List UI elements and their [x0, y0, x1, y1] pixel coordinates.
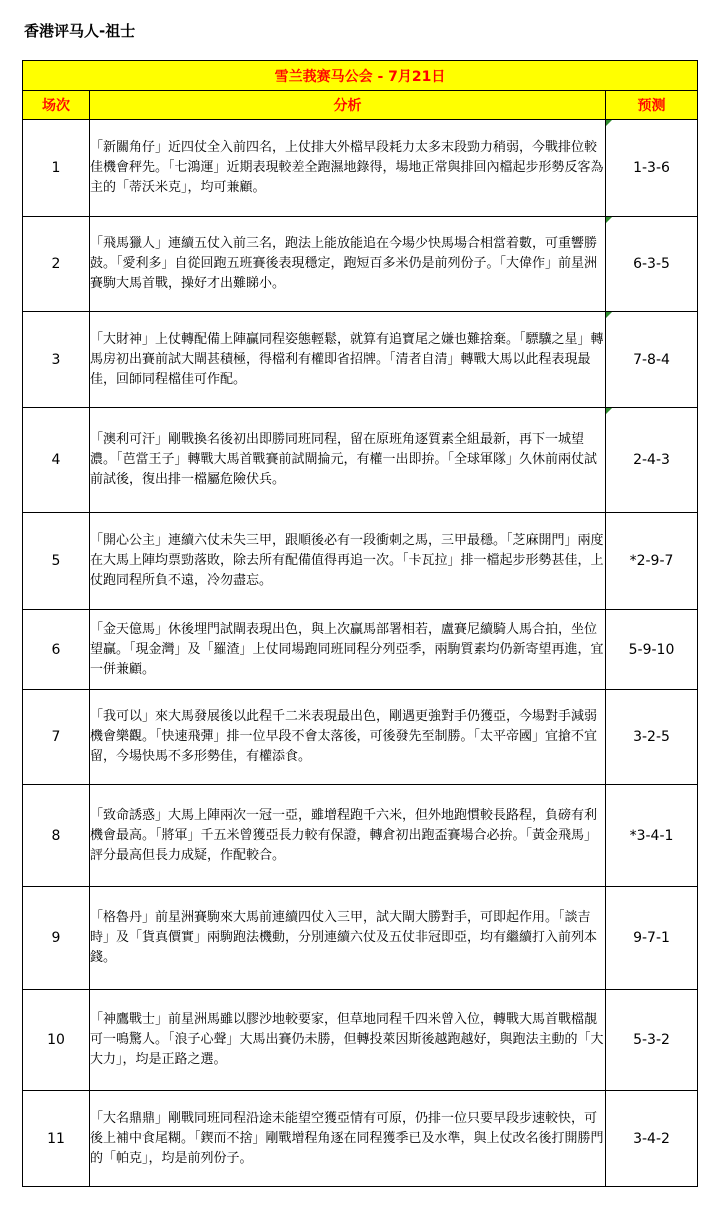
race-analysis: 「澳利可汗」剛戰換名後初出即勝同班同程，留在原班角逐質素全組最新，再下一城望濃。「芭當王子」轉戰大馬首戰賽前試閘掄元，有權一出即拚。「全球軍隊」久休前兩仗試前試後，復出排一檔屬危險伏兵。 — [90, 408, 606, 513]
race-number: 9 — [23, 887, 90, 990]
race-number: 5 — [23, 513, 90, 610]
race-prediction — [606, 408, 698, 513]
race-number: 11 — [23, 1091, 90, 1187]
prediction-value: 6-3-5 — [633, 256, 670, 272]
race-prediction — [606, 312, 698, 408]
race-number: 1 — [23, 120, 90, 217]
race-analysis-table — [22, 60, 698, 1187]
comment-marker-icon — [606, 408, 612, 414]
table-row — [23, 785, 698, 887]
race-number: 4 — [23, 408, 90, 513]
race-prediction — [606, 513, 698, 610]
race-analysis: 「新關角仔」近四仗全入前四名，上仗排大外檔早段耗力太多末段勁力稍弱，今戰排位較佳機會秤先。「七鴻運」近期表現較差全跑濕地錄得，場地正常與排回內檔起步形勢反客為主的「蒂沃米克」，均可兼顧。 — [90, 120, 606, 217]
table-row — [23, 887, 698, 990]
table-row — [23, 690, 698, 785]
table-row — [23, 312, 698, 408]
prediction-value: *3-4-1 — [629, 827, 674, 844]
race-prediction — [606, 690, 698, 785]
table-title: 雪兰莪赛马公会 - 7月21日 — [23, 61, 698, 91]
race-number: 6 — [23, 610, 90, 690]
comment-marker-icon — [606, 217, 612, 223]
prediction-value: 2-4-3 — [633, 452, 670, 468]
race-analysis: 「大名鼎鼎」剛戰同班同程沿途未能望空獲亞情有可原，仍排一位只要早段步速較快，可後上補中食尾糊。「鍥而不捨」剛戰增程角逐在同程獲季已及水準，與上仗改名後打開勝門的「帕克」，均是前列份子。 — [90, 1091, 606, 1187]
page-heading: 香港评马人-祖士 — [24, 22, 136, 40]
race-analysis: 「我可以」來大馬發展後以此程千二米表現最出色，剛遇更強對手仍獲亞，今場對手減弱機會樂觀。「快速飛彈」排一位早段不會太落後，可後發先至制勝。「太平帝國」宜搶不宜留，今場快馬不多形勢佳，有權添食。 — [90, 690, 606, 785]
race-prediction — [606, 887, 698, 990]
race-prediction — [606, 1091, 698, 1187]
prediction-value: 3-4-2 — [633, 1130, 670, 1147]
table-row — [23, 217, 698, 312]
race-analysis: 「飛馬獵人」連續五仗入前三名，跑法上能放能追在今場少快馬場合相當着數，可重響勝鼓。「愛利多」自從回跑五班賽後表現穩定，跑短百多米仍是前列份子。「大偉作」前星洲賽駒大馬首戰，操好才出難睇小。 — [90, 217, 606, 312]
column-header-race: 场次 — [23, 91, 90, 120]
prediction-value: 9-7-1 — [633, 930, 670, 946]
race-prediction — [606, 610, 698, 690]
prediction-value: *2-9-7 — [629, 553, 674, 569]
race-prediction — [606, 217, 698, 312]
race-number: 8 — [23, 785, 90, 887]
prediction-value: 1-3-6 — [633, 160, 670, 176]
prediction-value: 5-9-10 — [628, 641, 675, 658]
race-analysis: 「神鷹戰士」前星洲馬雖以膠沙地較要家，但草地同程千四米曾入位，轉戰大馬首戰檔靚可一鳴驚人。「浪子心聲」大馬出賽仍未勝，但轉投萊因斯後越跑越好，與跑法主動的「大大力」，均是正路之選。 — [90, 990, 606, 1091]
table-row — [23, 120, 698, 217]
table-row — [23, 990, 698, 1091]
race-number: 3 — [23, 312, 90, 408]
race-prediction — [606, 120, 698, 217]
comment-marker-icon — [606, 312, 612, 318]
race-analysis: 「開心公主」連續六仗未失三甲，跟順後必有一段衝刺之馬，三甲最穩。「芝麻開門」兩度在大馬上陣均票勁落敗，除去所有配備值得再追一次。「卡瓦拉」排一檔起步形勢甚佳，上仗跑同程所負不遠，冷勿盡忘。 — [90, 513, 606, 610]
table-row — [23, 513, 698, 610]
race-analysis: 「格魯丹」前星洲賽駒來大馬前連續四仗入三甲，試大閘大勝對手，可即起作用。「談吉時」及「貨真價實」兩駒跑法機動，分別連續六仗及五仗非冠即亞，均有繼續打入前列本錢。 — [90, 887, 606, 990]
comment-marker-icon — [606, 120, 612, 126]
table-row — [23, 610, 698, 690]
table-row — [23, 1091, 698, 1187]
prediction-value: 5-3-2 — [633, 1032, 670, 1048]
race-prediction — [606, 990, 698, 1091]
prediction-value: 7-8-4 — [633, 351, 670, 368]
prediction-value: 3-2-5 — [633, 729, 670, 745]
race-number: 2 — [23, 217, 90, 312]
race-number: 10 — [23, 990, 90, 1091]
table-header-row — [23, 91, 698, 120]
table-title-row — [23, 61, 698, 91]
race-analysis: 「致命誘惑」大馬上陣兩次一冠一亞，雖增程跑千六米，但外地跑慣較長路程，負磅有利機會最高。「將軍」千五米曾獲亞長力較有保證，轉倉初出跑盃賽場合必拚。「黃金飛馬」評分最高但長力成疑，作配較合。 — [90, 785, 606, 887]
column-header-analysis: 分析 — [90, 91, 606, 120]
race-prediction — [606, 785, 698, 887]
race-number: 7 — [23, 690, 90, 785]
race-analysis: 「金天億馬」休後埋門試閘表現出色，與上次贏馬部署相若，盧賽尼續騎人馬合拍，坐位望贏。「現金灣」及「羅渣」上仗同場跑同班同程分列亞季，兩駒質素均仍新寄望再進，宜一併兼顧。 — [90, 610, 606, 690]
race-analysis: 「大財神」上仗轉配備上陣贏同程姿態輕鬆，就算有追寶尾之嫌也難捨棄。「驃驥之星」轉馬房初出賽前試大閘甚積極，得檔利有權即省招牌。「清者自清」轉戰大馬以此程表現最佳，回師同程檔佳可作配。 — [90, 312, 606, 408]
table-row — [23, 408, 698, 513]
column-header-prediction: 预测 — [606, 91, 698, 120]
